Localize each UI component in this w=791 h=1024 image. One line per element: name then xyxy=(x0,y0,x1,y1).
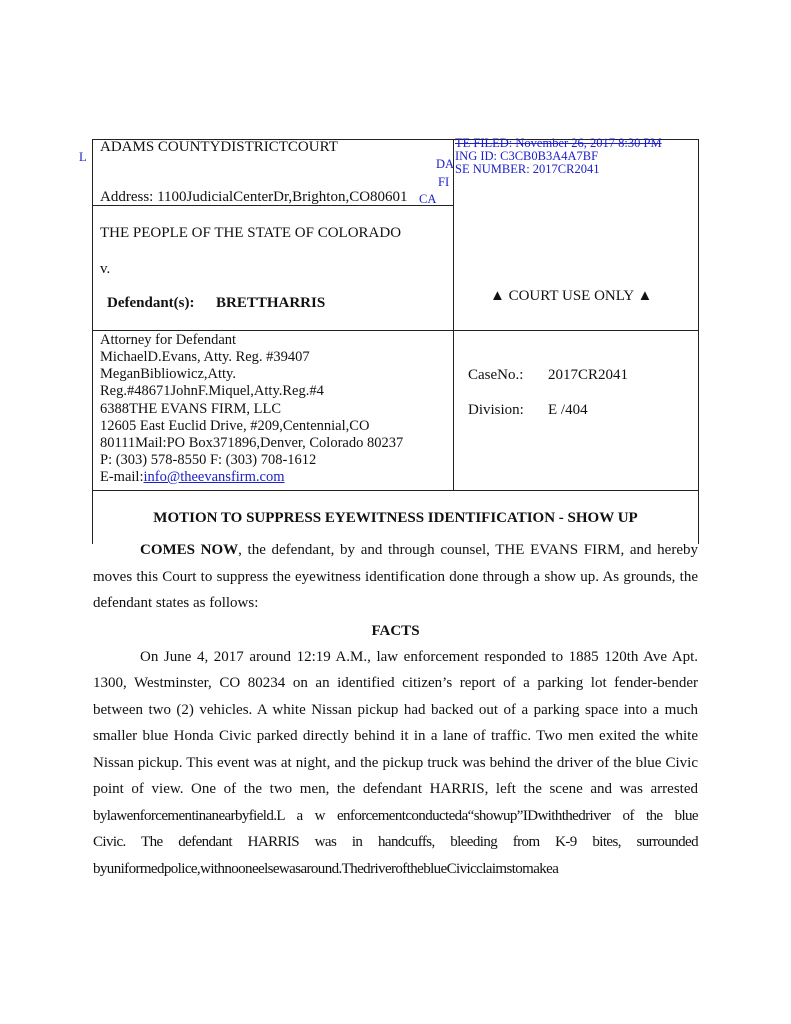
attorney-line-4: Reg.#48671JohnF.Miquel,Atty.Reg.#4 xyxy=(100,383,324,399)
stamp-fragment-da: DA xyxy=(436,157,455,171)
margin-letter: L xyxy=(79,150,87,164)
attorney-line-8: P: (303) 578-8550 F: (303) 708-1612 xyxy=(100,452,317,468)
case-no-value: 2017CR2041 xyxy=(548,367,629,383)
versus: v. xyxy=(100,261,111,277)
stamp-fragment-ca: CA xyxy=(419,192,437,206)
caption-attorney-divider xyxy=(92,490,699,491)
case-caption-box xyxy=(79,136,699,544)
attorney-line-5: 6388THE EVANS FIRM, LLC xyxy=(100,401,281,417)
caption-right-border xyxy=(698,139,699,544)
motion-body xyxy=(93,537,698,882)
attorney-line-6: 12605 East Euclid Drive, #209,Centennial,CO xyxy=(100,418,370,434)
stamp-fragment-fi: FI xyxy=(438,175,450,189)
email-label: E-mail: xyxy=(100,469,144,485)
facts-line-4: byuniformedpolice,withnooneelsewasaround.ThedriveroftheblueCivicclaimstomakea xyxy=(93,860,559,877)
attorney-line-2: MichaelD.Evans, Atty. Reg. #39407 xyxy=(100,349,310,365)
caption-left-border xyxy=(92,139,93,544)
caption-center-divider xyxy=(453,139,454,490)
plaintiff-name: THE PEOPLE OF THE STATE OF COLORADO xyxy=(100,225,402,241)
motion-title: MOTION TO SUPPRESS EYEWITNESS IDENTIFICATION - SHOW UP xyxy=(153,510,638,526)
intro-paragraph xyxy=(93,537,698,617)
defendant-name: BRETTHARRIS xyxy=(216,295,326,311)
defendant-label: Defendant(s): xyxy=(107,295,195,311)
attorney-line-7: 80111Mail:PO Box371896,Denver, Colorado 80237 xyxy=(100,435,404,451)
case-no-label: CaseNo.: xyxy=(468,367,524,383)
facts-paragraph: On June 4, 2017 around 12:19 A.M., law enforcement responded to 1885 120th Ave Apt. 1300, Westminster, CO 80234 on an identified citizen’s report of a parking lot fender-bender between two (2) vehicles. A white Nissan pickup had backed out of a parking space into a much smaller blue Honda Civic parked directly behind it in a lane of traffic. Two men exited the white Nissan pickup. This event was at night, and the pickup truck was behind the driver of the blue Civic point of view. One of the two men, the defendant HARRIS, left the scene and was arrested xyxy=(93,648,698,797)
division-value: E /404 xyxy=(548,402,588,418)
court-address: Address: 1100JudicialCenterDr,Brighton,CO80601 xyxy=(100,189,408,205)
court-use-only: ▲ COURT USE ONLY ▲ xyxy=(490,288,653,304)
facts-line-3: Civic. The defendant HARRIS was in handcuffs, bleeding from K-9 bites, surrounded xyxy=(93,834,698,850)
case-number-line: SE NUMBER: 2017CR2041 xyxy=(455,162,600,176)
division-label: Division: xyxy=(468,402,524,418)
email-row xyxy=(100,469,285,486)
attorney-line-1: Attorney for Defendant xyxy=(100,332,237,348)
court-name: ADAMS COUNTYDISTRICTCOURT xyxy=(100,139,338,155)
filing-date-line: TE FILED: November 26, 2017 8:30 PM xyxy=(455,136,662,150)
intro-text: , the defendant, by and through counsel, THE EVANS FIRM, and hereby moves this Court to suppress the eyewitness identification done through a show up. As grounds, the defendant states as follows: xyxy=(93,542,698,611)
caption-parties-divider xyxy=(92,330,699,331)
attorney-line-3: MeganBibliowicz,Atty. xyxy=(100,366,236,382)
facts-line-2: bylawenforcementinanearbyfield.L a w enforcementconducteda“showup”IDwiththedriver of the blue xyxy=(93,807,698,824)
intro-lead: COMES NOW xyxy=(140,542,239,558)
facts-heading: FACTS xyxy=(371,622,420,639)
email-link[interactable]: info@theevansfirm.com xyxy=(143,469,285,485)
filing-id-line: ING ID: C3CB0B3A4A7BF xyxy=(455,149,599,163)
